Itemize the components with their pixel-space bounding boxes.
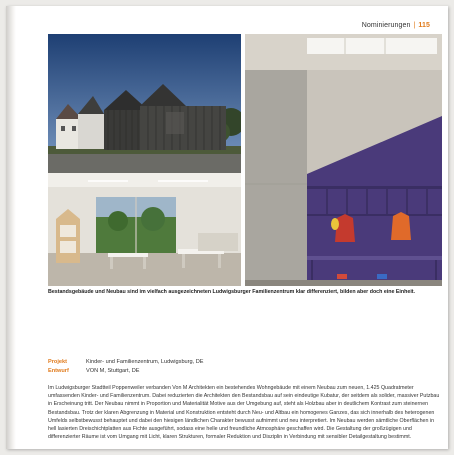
header-separator: |	[413, 22, 416, 29]
section-title: Nominierungen	[361, 22, 411, 29]
photo-interior-room	[48, 173, 241, 286]
photo-exterior-building	[48, 34, 241, 174]
project-meta	[48, 358, 442, 375]
magazine-page	[6, 6, 448, 449]
design-label: Entwurf	[48, 367, 69, 374]
project-value: Kinder- und Familienzentrum, Ludwigsburg, DE	[86, 359, 204, 365]
project-label: Projekt	[48, 359, 67, 365]
project-row	[48, 358, 442, 367]
page-spine-shadow	[6, 6, 16, 449]
article-body: Im Ludwigsburger Stadtteil Poppenweiler verbanden Von M Architekten ein bestehendes Wohngebäude mit einem Neubau zum neuen, 1.425 Quadratmeter umfassenden Kinder- und Familienzentrum. Dabei reduzierten die Architekten den Bestandsbau auf sein eindeutige Kubatur, der seitdem als solider, massiver Putzbau in Erscheinung tritt. Der Neubau nimmt in Proportion und Materialität Motive aus der Umgebung auf, steht als Holzbau aber in deutlichem Kontrast zum steinernen Bestandsbau. Trotz der klaren Abgrenzung in Material und Konstruktion entsteht durch Neu- und Altbau ein homogenes Ganzes, das sich innerhalb des heterogenen Umfelds selbstbewusst behauptet und dabei den hiesigen ländlichen Charakter bewusst aufnimmt und neu interpretiert. Im Neubau werden sämtliche Oberflächen in hell lasierten Dreischichtplatten aus Fichte ausgeführt, sodass eine helle und freundliche Atmosphäre geschaffen wird. Die Gestaltung der großzügigen und differenzierter Räume ist vom Umgang mit Licht, klaren Strukturen, formaler Reduktion und Disziplin in Verbindung mit sensibler Detailgestaltung bestimmt.	[48, 385, 440, 441]
page-header	[362, 22, 430, 29]
design-row	[48, 367, 442, 376]
design-value: VON M, Stuttgart, DE	[86, 367, 140, 374]
photo-caption: Bestandsgebäude und Neubau sind im vielfach ausgezeichneten Ludwigsburger Familienzentrum klar differenziert, bilden aber doch eine Einheit.	[48, 289, 416, 295]
page-number: 115	[418, 22, 430, 29]
photo-cloakroom-purple-wall	[245, 34, 442, 286]
